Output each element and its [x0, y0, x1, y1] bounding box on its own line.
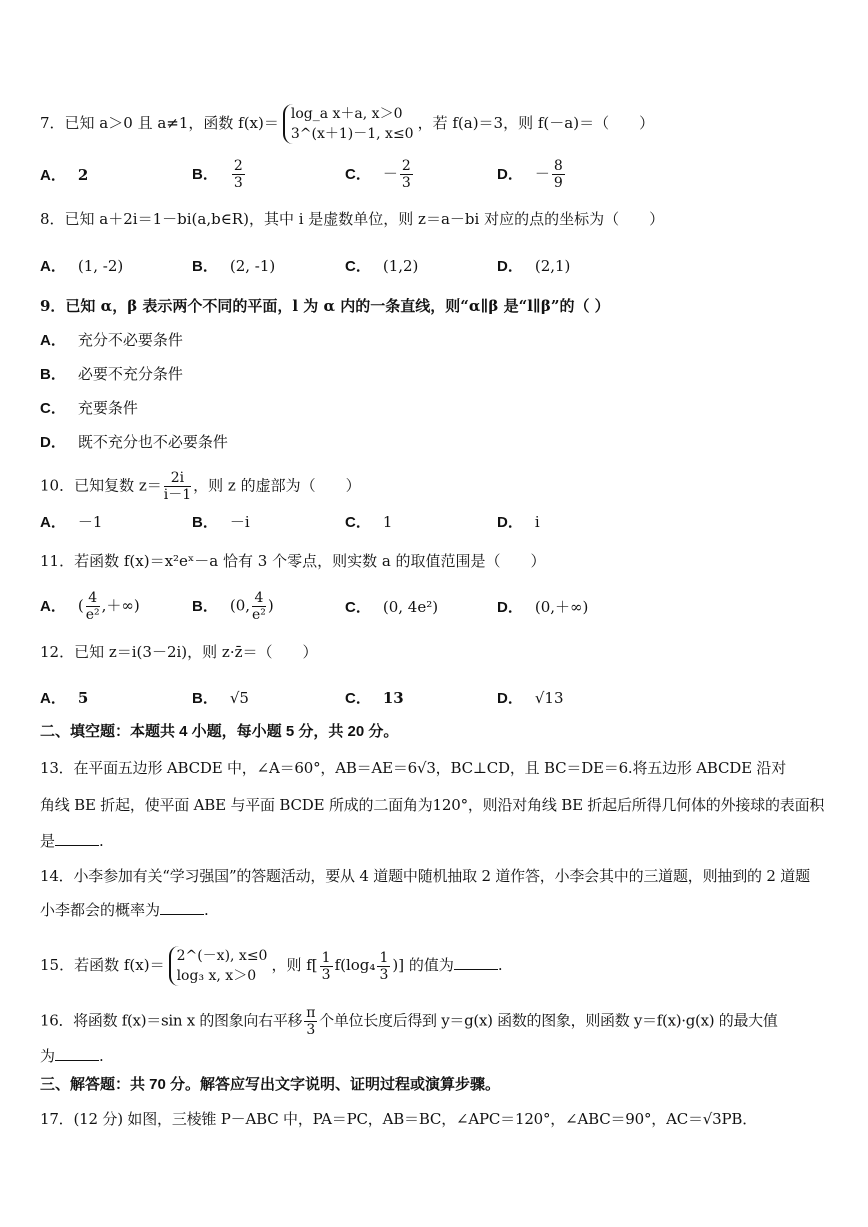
q12-option-a[interactable]: A． 5 — [40, 689, 89, 707]
q7-b-fraction: $\frac{2}{3}$ — [233, 158, 243, 191]
q13-line2: 角线 BE 折起，使平面 ABE 与平面 BCDE 所成的二面角为120°，则沿对角线 BE 折起后所得几何体的外接球的表面积 — [40, 796, 825, 814]
q12-option-d[interactable]: D． √13 — [497, 689, 564, 707]
q16-line1: 16．将函数 f(x)＝sin x 的图象向右平移 $\frac{\pi}{3}$ 个单位长度后得到 y＝g(x) 函数的图象，则函数 y＝f(x)·g(x) 的最大值 — [40, 1005, 778, 1038]
q7-c-fraction: $\frac{2}{3}$ — [401, 158, 411, 191]
q13-line3: 是 . — [40, 832, 104, 850]
q17-stem: 17．(12 分) 如图，三棱锥 P－ABC 中，PA＝PC，AB＝BC，∠APC＝120°，∠ABC＝90°，AC＝√3PB． — [40, 1110, 758, 1128]
q12-option-b[interactable]: B． √5 — [192, 689, 249, 707]
q7-option-a[interactable]: A． 2 — [40, 166, 89, 184]
q11-option-d[interactable]: D． (0,＋∞) — [497, 598, 589, 616]
q15-fraction-2: $\frac{1}{3}$ — [379, 949, 389, 983]
q7-option-b[interactable]: B． $\frac{2}{3}$ — [192, 158, 243, 191]
section-solution-heading: 三、解答题：共 70 分。解答应写出文字说明、证明过程或演算步骤。 — [40, 1076, 501, 1093]
section-fill-in-heading: 二、填空题：本题共 4 小题，每小题 5 分，共 20 分。 — [40, 723, 399, 740]
q11-option-c[interactable]: C． (0, 4e²) — [345, 598, 439, 616]
q11-b-fraction: $\frac{4}{\text{e²}}$ — [252, 590, 266, 623]
q14-answer-blank[interactable] — [160, 900, 204, 915]
q10-stem: 10．已知复数 z＝ $\frac{2i}{i-1}$ ，则 z 的虚部为（ ） — [40, 470, 361, 503]
q10-option-c[interactable]: C． 1 — [345, 513, 393, 531]
q7-piecewise: log_a x＋a, x＞0 3^(x＋1)－1, x≤0 — [283, 104, 414, 144]
q9-option-d[interactable]: D． 既不充分也不必要条件 — [40, 433, 228, 451]
q11-option-a[interactable]: A． ( $\frac{4}{\text{e²}}$ ,＋∞) — [40, 590, 140, 623]
q7-option-d[interactable]: D． － $\frac{8}{9}$ — [497, 158, 563, 191]
q10-fraction: $\frac{2i}{i-1}$ — [163, 470, 192, 503]
q9-stem: 9．已知 α，β 表示两个不同的平面，l 为 α 内的一条直线，则“α∥β 是“l∥β”的（ ） — [40, 297, 610, 315]
q12-option-c[interactable]: C． 13 — [345, 689, 404, 707]
q16-line2: 为 . — [40, 1047, 104, 1065]
q14-line2: 小李都会的概率为 . — [40, 901, 209, 919]
q10-option-d[interactable]: D． i — [497, 513, 540, 531]
q15-fraction-1: $\frac{1}{3}$ — [321, 949, 331, 983]
q15-answer-blank[interactable] — [454, 955, 498, 970]
q7-d-fraction: $\frac{8}{9}$ — [553, 158, 563, 191]
q12-stem: 12．已知 z＝i(3－2i)，则 z·z̄＝（ ） — [40, 643, 318, 661]
q13-line1: 13．在平面五边形 ABCDE 中，∠A＝60°，AB＝AE＝6√3，BC⊥CD，且 BC＝DE＝6.将五边形 ABCDE 沿对 — [40, 759, 787, 777]
q16-fraction: $\frac{\pi}{3}$ — [306, 1005, 316, 1038]
q8-option-d[interactable]: D． (2,1) — [497, 257, 571, 275]
q16-answer-blank[interactable] — [55, 1046, 99, 1061]
q11-option-b[interactable]: B． (0, $\frac{4}{\text{e²}}$ ) — [192, 590, 274, 623]
q10-option-b[interactable]: B． －i — [192, 513, 250, 531]
q7-option-c[interactable]: C． － $\frac{2}{3}$ — [345, 158, 411, 191]
q15-stem: 15．若函数 f(x)＝ 2^(－x), x≤0 log₃ x, x＞0 ，则 f[ $\frac{1}{3}$ f(log₄ $\frac{1}{3}$ )] 的值为 . — [40, 948, 503, 984]
q8-stem: 8．已知 a＋2i＝1－bi(a,b∈R)，其中 i 是虚数单位，则 z＝a－bi 对应的点的坐标为（ ） — [40, 210, 665, 228]
q11-stem: 11．若函数 f(x)＝x²eˣ－a 恰有 3 个零点，则实数 a 的取值范围是（ ） — [40, 552, 546, 570]
q8-option-b[interactable]: B． (2, -1) — [192, 257, 276, 275]
q9-option-a[interactable]: A． 充分不必要条件 — [40, 331, 183, 349]
q8-option-a[interactable]: A． (1, -2) — [40, 257, 124, 275]
q8-option-c[interactable]: C． (1,2) — [345, 257, 419, 275]
q10-option-a[interactable]: A． －1 — [40, 513, 103, 531]
q13-answer-blank[interactable] — [55, 831, 99, 846]
q15-piecewise: 2^(－x), x≤0 log₃ x, x＞0 — [169, 946, 268, 986]
q9-option-c[interactable]: C． 充要条件 — [40, 399, 138, 417]
q7-stem: 7．已知 a＞0 且 a≠1，函数 f(x)＝ log_a x＋a, x＞0 3^(x＋1)－1, x≤0 ，若 f(a)＝3，则 f(－a)＝（ ） — [40, 106, 655, 142]
q11-a-fraction: $\frac{4}{\text{e²}}$ — [85, 590, 100, 623]
q14-line1: 14．小李参加有关“学习强国”的答题活动，要从 4 道题中随机抽取 2 道作答，小李会其中的三道题，则抽到的 2 道题 — [40, 867, 810, 885]
q9-option-b[interactable]: B． 必要不充分条件 — [40, 365, 183, 383]
